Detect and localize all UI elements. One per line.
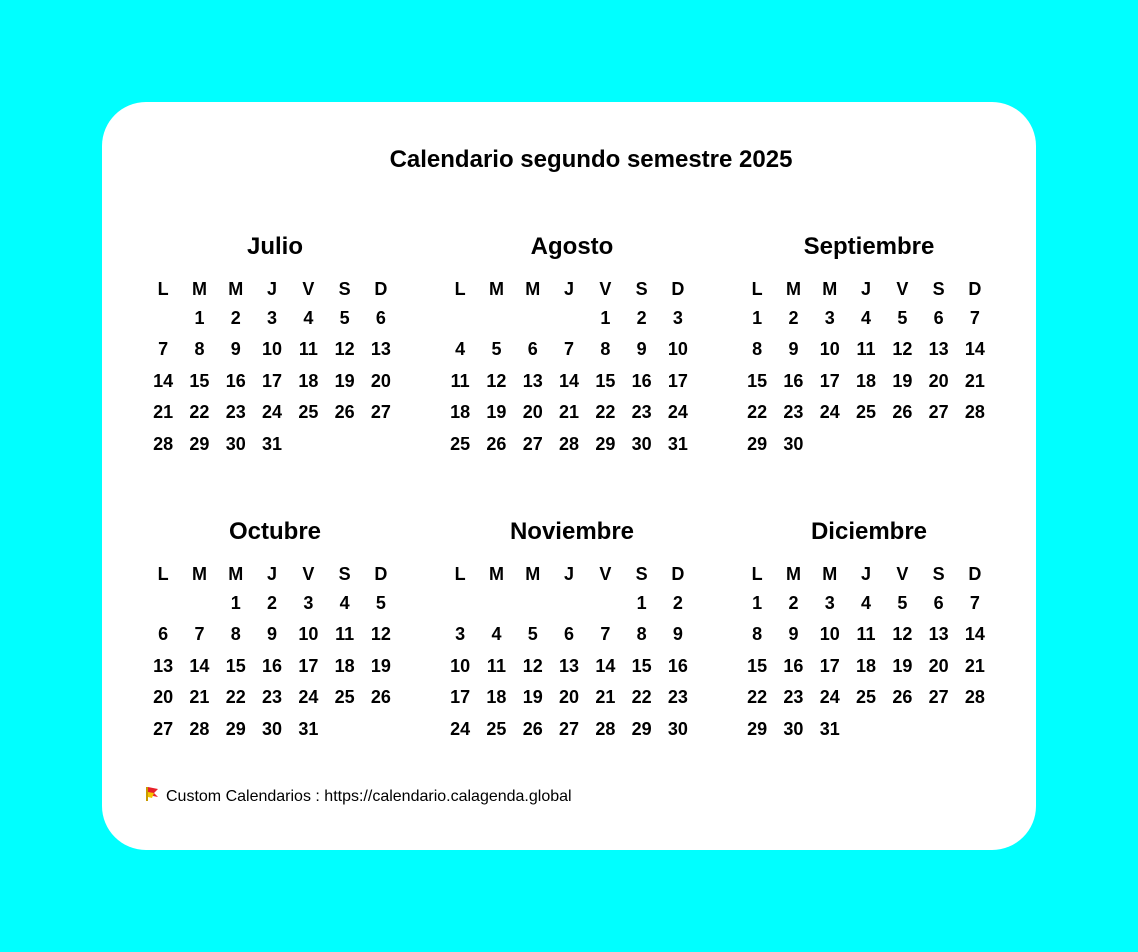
weekday-header: M: [228, 564, 244, 584]
day-cell: 31: [819, 718, 840, 739]
flag-icon: [145, 786, 159, 802]
day-cell: 10: [819, 339, 840, 360]
day-cell: 21: [559, 402, 580, 423]
day-cell: 15: [631, 655, 652, 676]
day-cell: 1: [752, 593, 763, 613]
day-cell: 24: [667, 402, 688, 423]
weekday-header: L: [751, 279, 763, 299]
day-cell: 11: [298, 339, 318, 360]
weekday-header: V: [302, 279, 315, 299]
day-cell: 7: [969, 308, 980, 328]
day-cell: 31: [298, 718, 319, 739]
day-cell: 25: [856, 687, 877, 708]
day-cell: 7: [158, 339, 169, 360]
day-cell: 23: [783, 402, 804, 423]
day-cell: 9: [230, 339, 241, 360]
day-cell: 25: [298, 402, 319, 423]
day-cell: 9: [267, 624, 278, 645]
day-cell: 22: [595, 402, 616, 423]
day-cell: 26: [370, 687, 391, 708]
month-grid: [739, 560, 999, 745]
day-cell: 8: [636, 624, 647, 645]
day-cell: 22: [631, 687, 652, 708]
weekday-header: V: [896, 564, 909, 584]
day-cell: 19: [522, 687, 543, 708]
day-cell: 19: [334, 370, 355, 391]
day-cell: 6: [527, 339, 538, 360]
day-cell: 28: [189, 718, 210, 739]
day-cell: 25: [486, 718, 507, 739]
day-cell: 19: [370, 655, 391, 676]
day-cell: 6: [158, 624, 169, 645]
weekday-header: V: [599, 279, 612, 299]
day-cell: 11: [450, 370, 470, 391]
day-cell: 24: [819, 402, 840, 423]
weekday-header: L: [157, 564, 169, 584]
day-cell: 27: [153, 718, 174, 739]
day-cell: 15: [747, 370, 768, 391]
weekday-header: D: [671, 564, 685, 584]
day-cell: 29: [225, 718, 246, 739]
day-cell: 12: [522, 655, 543, 676]
month-diciembre: [739, 517, 999, 745]
day-cell: 1: [230, 593, 241, 613]
day-cell: 21: [964, 655, 985, 676]
day-cell: 22: [747, 687, 768, 708]
day-cell: 16: [667, 655, 688, 676]
day-cell: 13: [559, 655, 580, 676]
month-name: Agosto: [530, 233, 614, 260]
day-cell: 18: [856, 370, 877, 391]
weekday-header: L: [454, 564, 466, 584]
day-cell: 20: [559, 687, 580, 708]
day-cell: 19: [892, 370, 913, 391]
day-cell: 31: [262, 433, 283, 454]
day-cell: 6: [564, 624, 575, 645]
weekday-header: D: [374, 564, 388, 584]
month-julio: [145, 232, 405, 460]
month-septiembre: [739, 232, 999, 460]
empty-cell: [181, 588, 217, 619]
day-cell: 13: [522, 370, 543, 391]
day-cell: 3: [824, 593, 835, 613]
day-cell: 8: [194, 339, 205, 360]
weekday-header: M: [785, 564, 801, 584]
month-grid: [145, 275, 405, 460]
day-cell: 29: [747, 718, 768, 739]
day-cell: 27: [928, 402, 949, 423]
day-cell: 5: [339, 308, 350, 328]
day-cell: 2: [788, 308, 799, 328]
day-cell: 7: [564, 339, 575, 360]
weekday-header: D: [671, 279, 685, 299]
day-cell: 12: [334, 339, 355, 360]
day-cell: 29: [631, 718, 652, 739]
empty-cell: [587, 588, 623, 619]
weekday-header: V: [896, 279, 909, 299]
calendar-card: [102, 102, 1036, 850]
day-cell: 22: [225, 687, 246, 708]
day-cell: 24: [298, 687, 319, 708]
weekday-header: M: [488, 564, 504, 584]
day-cell: 17: [819, 370, 840, 391]
day-cell: 29: [595, 433, 616, 454]
day-cell: 30: [225, 433, 246, 454]
day-cell: 27: [559, 718, 580, 739]
day-cell: 11: [856, 624, 876, 645]
month-name: Octubre: [228, 518, 321, 545]
weekday-header: J: [564, 564, 575, 584]
day-cell: 26: [522, 718, 543, 739]
weekday-header: L: [454, 279, 466, 299]
day-cell: 14: [964, 339, 985, 360]
day-cell: 15: [189, 370, 210, 391]
day-cell: 23: [225, 402, 246, 423]
empty-cell: [551, 303, 587, 334]
day-cell: 16: [783, 370, 804, 391]
footer: [145, 788, 572, 806]
day-cell: 27: [370, 402, 391, 423]
day-cell: 10: [262, 339, 283, 360]
day-cell: 30: [262, 718, 283, 739]
day-cell: 5: [897, 593, 908, 613]
weekday-header: M: [785, 279, 801, 299]
weekday-header: M: [191, 279, 207, 299]
day-cell: 9: [636, 339, 647, 360]
day-cell: 30: [667, 718, 688, 739]
weekday-header: M: [822, 564, 838, 584]
month-name: Diciembre: [810, 518, 928, 545]
day-cell: 2: [788, 593, 799, 613]
day-cell: 14: [189, 655, 210, 676]
day-cell: 5: [375, 593, 386, 613]
day-cell: 15: [747, 655, 768, 676]
day-cell: 1: [752, 308, 763, 328]
day-cell: 8: [752, 624, 763, 645]
day-cell: 16: [783, 655, 804, 676]
day-cell: 7: [194, 624, 205, 645]
weekday-header: V: [599, 564, 612, 584]
day-cell: 28: [595, 718, 616, 739]
day-cell: 3: [824, 308, 835, 328]
weekday-header: J: [861, 564, 872, 584]
day-cell: 27: [928, 687, 949, 708]
weekday-header: L: [157, 279, 169, 299]
day-cell: 6: [933, 308, 944, 328]
day-cell: 6: [375, 308, 386, 328]
day-cell: 25: [450, 433, 471, 454]
day-cell: 3: [455, 624, 466, 645]
day-cell: 16: [262, 655, 283, 676]
weekday-header: S: [932, 279, 945, 299]
day-cell: 2: [267, 593, 278, 613]
day-cell: 4: [861, 593, 872, 613]
weekday-header: V: [302, 564, 315, 584]
day-cell: 8: [230, 624, 241, 645]
day-cell: 20: [928, 655, 949, 676]
empty-cell: [145, 588, 181, 619]
day-cell: 25: [334, 687, 355, 708]
page-title: Calendario segundo semestre 2025: [389, 146, 793, 173]
day-cell: 14: [559, 370, 580, 391]
weekday-header: M: [525, 564, 541, 584]
day-cell: 28: [964, 402, 985, 423]
day-cell: 11: [335, 624, 355, 645]
day-cell: 9: [788, 624, 799, 645]
day-cell: 13: [370, 339, 391, 360]
day-cell: 9: [788, 339, 799, 360]
day-cell: 12: [486, 370, 507, 391]
weekday-header: L: [751, 564, 763, 584]
day-cell: 1: [600, 308, 611, 328]
weekday-header: J: [564, 279, 575, 299]
empty-cell: [442, 588, 478, 619]
day-cell: 15: [595, 370, 616, 391]
day-cell: 17: [262, 370, 283, 391]
day-cell: 12: [892, 624, 913, 645]
day-cell: 21: [595, 687, 616, 708]
day-cell: 26: [486, 433, 507, 454]
day-cell: 19: [486, 402, 507, 423]
day-cell: 14: [595, 655, 616, 676]
day-cell: 14: [964, 624, 985, 645]
day-cell: 15: [225, 655, 246, 676]
day-cell: 9: [672, 624, 683, 645]
day-cell: 13: [153, 655, 174, 676]
day-cell: 14: [153, 370, 174, 391]
day-cell: 20: [153, 687, 174, 708]
day-cell: 23: [783, 687, 804, 708]
day-cell: 8: [600, 339, 611, 360]
day-cell: 24: [819, 687, 840, 708]
weekday-header: S: [635, 564, 648, 584]
day-cell: 17: [450, 687, 471, 708]
month-name: Julio: [246, 233, 303, 260]
day-cell: 8: [752, 339, 763, 360]
day-cell: 16: [225, 370, 246, 391]
day-cell: 5: [491, 339, 502, 360]
month-agosto: [442, 232, 702, 460]
day-cell: 18: [856, 655, 877, 676]
day-cell: 22: [189, 402, 210, 423]
month-name: Septiembre: [803, 233, 935, 260]
weekday-header: D: [968, 279, 982, 299]
day-cell: 17: [298, 655, 319, 676]
day-cell: 30: [631, 433, 652, 454]
day-cell: 28: [153, 433, 174, 454]
weekday-header: M: [488, 279, 504, 299]
month-octubre: [145, 517, 405, 745]
weekday-header: S: [338, 279, 351, 299]
day-cell: 4: [303, 308, 314, 328]
month-noviembre: [442, 517, 702, 745]
day-cell: 3: [303, 593, 314, 613]
day-cell: 23: [631, 402, 652, 423]
weekday-header: S: [338, 564, 351, 584]
day-cell: 22: [747, 402, 768, 423]
day-cell: 25: [856, 402, 877, 423]
day-cell: 5: [897, 308, 908, 328]
day-cell: 18: [298, 370, 319, 391]
day-cell: 3: [672, 308, 683, 328]
day-cell: 10: [819, 624, 840, 645]
empty-cell: [515, 588, 551, 619]
day-cell: 26: [892, 687, 913, 708]
day-cell: 5: [527, 624, 538, 645]
day-cell: 18: [450, 402, 471, 423]
day-cell: 10: [667, 339, 688, 360]
day-cell: 13: [928, 624, 949, 645]
day-cell: 29: [747, 433, 768, 454]
day-cell: 13: [928, 339, 949, 360]
weekday-header: M: [191, 564, 207, 584]
day-cell: 4: [339, 593, 350, 613]
day-cell: 20: [928, 370, 949, 391]
weekday-header: D: [374, 279, 388, 299]
empty-cell: [515, 303, 551, 334]
month-grid: [145, 560, 405, 745]
day-cell: 28: [964, 687, 985, 708]
day-cell: 28: [559, 433, 580, 454]
day-cell: 30: [783, 718, 804, 739]
day-cell: 16: [631, 370, 652, 391]
day-cell: 29: [189, 433, 210, 454]
day-cell: 21: [189, 687, 210, 708]
day-cell: 18: [486, 687, 507, 708]
day-cell: 3: [267, 308, 278, 328]
weekday-header: J: [267, 279, 278, 299]
day-cell: 31: [667, 433, 688, 454]
day-cell: 7: [600, 624, 611, 645]
day-cell: 26: [334, 402, 355, 423]
weekday-header: S: [932, 564, 945, 584]
day-cell: 18: [334, 655, 355, 676]
weekday-header: D: [968, 564, 982, 584]
footer-text: Custom Calendarios : https://calendario.calagenda.global: [166, 788, 572, 805]
day-cell: 10: [450, 655, 471, 676]
day-cell: 24: [262, 402, 283, 423]
weekday-header: M: [228, 279, 244, 299]
day-cell: 7: [969, 593, 980, 613]
day-cell: 17: [819, 655, 840, 676]
day-cell: 23: [667, 687, 688, 708]
day-cell: 1: [194, 308, 205, 328]
day-cell: 27: [522, 433, 543, 454]
day-cell: 6: [933, 593, 944, 613]
weekday-header: J: [861, 279, 872, 299]
day-cell: 4: [491, 624, 502, 645]
weekday-header: J: [267, 564, 278, 584]
weekday-header: S: [635, 279, 648, 299]
empty-cell: [478, 303, 514, 334]
day-cell: 2: [672, 593, 683, 613]
day-cell: 17: [667, 370, 688, 391]
day-cell: 2: [230, 308, 241, 328]
empty-cell: [478, 588, 514, 619]
day-cell: 24: [450, 718, 471, 739]
day-cell: 21: [153, 402, 174, 423]
day-cell: 30: [783, 433, 804, 454]
day-cell: 26: [892, 402, 913, 423]
weekday-header: M: [822, 279, 838, 299]
day-cell: 20: [370, 370, 391, 391]
month-name: Noviembre: [509, 518, 635, 545]
day-cell: 11: [486, 655, 506, 676]
empty-cell: [551, 588, 587, 619]
weekday-header: M: [525, 279, 541, 299]
day-cell: 19: [892, 655, 913, 676]
day-cell: 10: [298, 624, 319, 645]
month-grid: [739, 275, 999, 460]
day-cell: 12: [892, 339, 913, 360]
day-cell: 20: [522, 402, 543, 423]
day-cell: 23: [262, 687, 283, 708]
day-cell: 2: [636, 308, 647, 328]
month-grid: [442, 560, 702, 745]
day-cell: 4: [455, 339, 466, 360]
day-cell: 21: [964, 370, 985, 391]
day-cell: 4: [861, 308, 872, 328]
empty-cell: [442, 303, 478, 334]
month-grid: [442, 275, 702, 460]
empty-cell: [145, 303, 181, 334]
day-cell: 1: [636, 593, 647, 613]
day-cell: 11: [856, 339, 876, 360]
day-cell: 12: [370, 624, 391, 645]
